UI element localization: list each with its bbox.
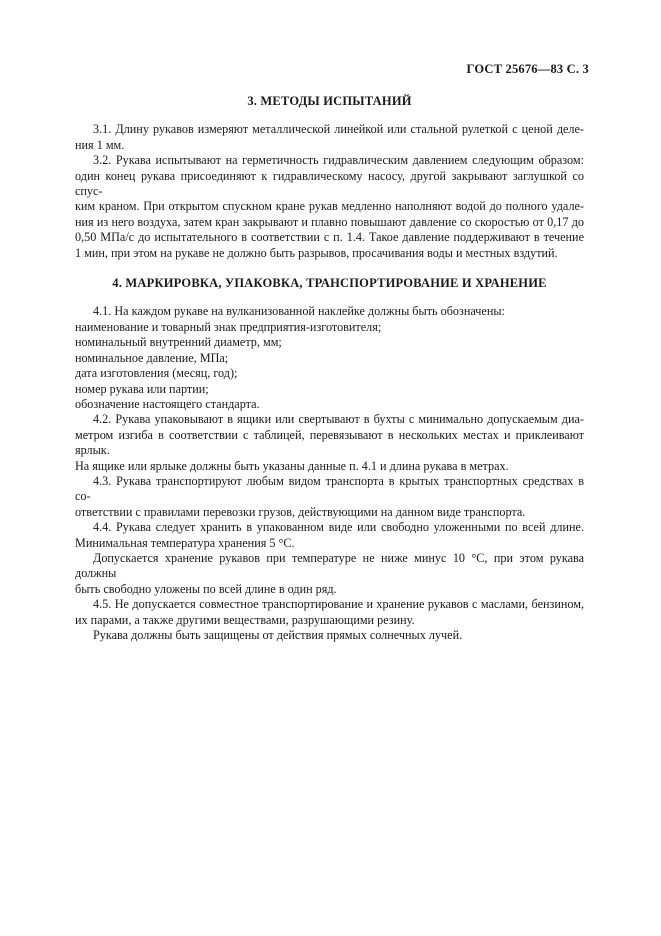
text-line: 0,50 МПа/с до испытательного в соответствии с п. 1.4. Такое давление поддерживают в течение [75, 230, 584, 245]
paragraph-4-1 [75, 304, 584, 412]
list-item: обозначение настоящего стандарта. [75, 396, 260, 411]
text-line: 4.2. Рукава упаковывают в ящики или свертывают в бухты с минимально допускаемым диа- [93, 412, 584, 427]
text-line: ния 1 мм. [75, 137, 125, 152]
list-item: номинальное давление, МПа; [75, 350, 229, 365]
text-line: ния из него воздуха, затем кран закрывают и плавно повышают давление со скоростью от 0,17 до [75, 214, 584, 229]
text-line: 4.3. Рукава транспортируют любым видом транспорта в крытых транспортных средствах в со- [75, 473, 584, 504]
text-line: их парами, а также другими веществами, разрушающими резину. [75, 612, 415, 627]
text-line: ким краном. При открытом спускном кране рукав медленно наполняют водой до полного удале- [75, 199, 584, 214]
list-item: дата изготовления (месяц, год); [75, 366, 238, 381]
text-line: Допускается хранение рукавов при температуре не ниже минус 10 °С, при этом рукава должны [75, 550, 584, 581]
text-line: 3.1. Длину рукавов измеряют металлической линейкой или стальной рулеткой с ценой деле- [93, 122, 584, 137]
paragraph-3-1 [75, 122, 584, 153]
list-item: наименование и товарный знак предприятия-изготовителя; [75, 319, 382, 334]
text-line: 4.4. Рукава следует хранить в упакованном виде или свободно уложенными по всей длине. [93, 520, 584, 535]
text-line: 4.5. Не допускается совместное транспортирование и хранение рукавов с маслами, бензином, [93, 597, 584, 612]
text-line: 4.1. На каждом рукаве на вулканизованной наклейке должны быть обозначены: [93, 304, 505, 319]
section-3-heading: 3. МЕТОДЫ ИСПЫТАНИЙ [247, 94, 412, 108]
text-line: Минимальная температура хранения 5 °С. [75, 535, 295, 550]
text-line: ответствии с правилами перевозки грузов, действующими на данном виде транспорта. [75, 504, 526, 519]
paragraph-4-5-continued [75, 628, 584, 643]
text-line: один конец рукава присоединяют к гидравлическому насосу, другой закрывают заглушкой со спус- [75, 168, 584, 199]
text-line: На ящике или ярлыке должны быть указаны данные п. 4.1 и длина рукава в метрах. [75, 458, 509, 473]
list-item: номер рукава или партии; [75, 381, 209, 396]
text-line: 3.2. Рукава испытывают на герметичность гидравлическим давлением следующим образом: [93, 153, 584, 168]
paragraph-4-4 [75, 520, 584, 551]
text-line: Рукава должны быть защищены от действия прямых солнечных лучей. [93, 628, 463, 642]
text-line: метром изгиба в соответствии с таблицей, перевязывают в нескольких местах и приклеивают ярлык. [75, 427, 584, 458]
list-item: номинальный внутренний диаметр, мм; [75, 335, 282, 350]
page-header-doc-ref: ГОСТ 25676—83 С. 3 [466, 62, 589, 76]
paragraph-4-3 [75, 474, 584, 520]
paragraph-4-2 [75, 412, 584, 474]
document-body [75, 94, 584, 643]
paragraph-4-5 [75, 597, 584, 628]
section-4-heading: 4. МАРКИРОВКА, УПАКОВКА, ТРАНСПОРТИРОВАНИЕ И ХРАНЕНИЕ [112, 276, 547, 291]
paragraph-4-4-continued [75, 551, 584, 597]
text-line: быть свободно уложены по всей длине в один ряд. [75, 581, 337, 596]
text-line: 1 мин, при этом на рукаве не должно быть разрывов, просачивания воды и местных вздутий. [75, 245, 558, 260]
paragraph-3-2 [75, 153, 584, 261]
